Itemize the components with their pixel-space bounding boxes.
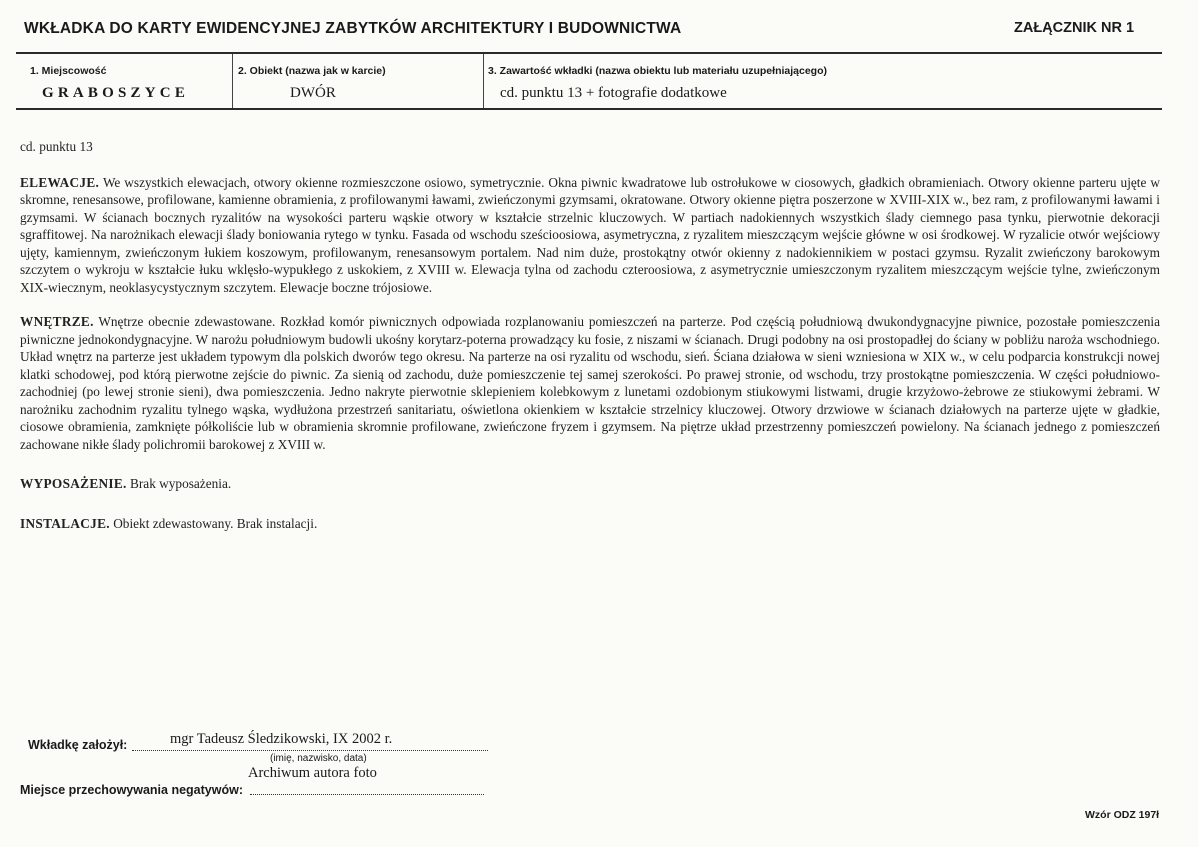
creator-value: mgr Tadeusz Śledzikowski, IX 2002 r. xyxy=(170,731,393,747)
description-body xyxy=(20,138,1160,532)
field-divider-2 xyxy=(483,54,484,109)
section-text: We wszystkich elewacjach, otwory okienne rozmieszczone osiowo, symetrycznie. Okna piwnic kwadratowe lub ostrołukowe w ciosowych, gładkich obramieniach. Otwory okienne parteru ujęte w skromne, renesansowe, profilowane, kamienne obramienia, z profilowanymi ławami, zwieńczonymi gzymsami, okratowane. Otwory okienne piętra poszerzone w XVIII-XIX w., bez ram, z profilowanymi ławami i gzymsami. W ścianach bocznych ryzalitów na wysokości parteru wąskie otwory w kształcie strzelnic kluczowych. W partiach nadokiennych wszystkich ślady ciemnego pasa tynku, pierwotnie dekoracji sgraffitowej. Na narożnikach elewacji ślady boniowania rytego w tynku. Fasada od wschodu sześcioosiowa, asymetryczna, z ryzalitem mieszczącym wejście główne w osi środkowej. W ryzalicie otwór wejściowy ujęty, kamiennym, zwieńczonym łukiem koszowym, profilowanym, renesansowym portalem. Nad nim duże, prostokątny otwór okienny z nadokiennikiem w postaci gzymsu. Ryzalit zwieńczony barokowym szczytem o wykroju w kształcie łuku wklęsło-wypukłego z uskokiem, z XVIII w. Elewacja tylna od zachodu czteroosiowa, z asymetrycznie umieszczonym ryzalitem mieszczącym wejście tylne, zwieńczonym XIX-wiecznym, neoklasycystycznym szczytem. Elewacje boczne trójosiowe. xyxy=(20,174,1160,295)
annex-number: ZAŁĄCZNIK NR 1 xyxy=(1014,20,1135,36)
section-text: Wnętrze obecnie zdewastowane. Rozkład komór piwnicznych odpowiada rozplanowaniu pomieszczeń na parterze. Pod częścią południową dwukondygnacyjne piwnice, pozostałe pomieszczenia piwniczne jednokondygnacyjne. W narożu południowym budowli ukośny korytarz-poterna prowadzący ku fosie, z niszami w ścianach. Drugi podobny na osi prostopadłej do ściany w pobliżu naroża wschodniego. Układ wnętrz na parterze jest układem typowym dla polskich dworów tego okresu. Na parterze na osi ryzalitu od wschodu, sień. Ściana działowa w sieni wzniesiona w XIX w., w celu podparcia konstrukcji nowej klatki schodowej, pod którą pierwotne zejście do piwnic. Za sienią od zachodu, duże pomieszczenie tej samej szerokości. Po prawej stronie, od wschodu, trzy prostokątne pomieszczenia. W części południowo-zachodniej (po lewej stronie sieni), dwa pomieszczenia. Jedno nakryte pierwotnie sklepieniem kolebkowym z lunetami ozdobionym stiukowymi listwami, drugie krzyżowo-żebrowe ze stiukowymi żebrami. W narożniku zachodnim ryzalitu tylnego wąska, wydłużona przestrzeń sanitariatu, oświetlona okienkiem w kształcie strzelnicy kluczowej. Otwory drzwiowe w ścianach działowych na parterze ujęte w gładkie, ciosowe obramienia, zamknięte półkoliście lub w obramienia skromnie profilowane, zwieńczone fryzem i gzymsem. Na piętrze układ przestrzenny pomieszczeń powielony. Na ścianach jednego z pomieszczeń zachowane nikłe ślady polichromii barokowej z XVIII w. xyxy=(20,314,1160,452)
section-heading: INSTALACJE. xyxy=(20,515,110,531)
section-heading: ELEWACJE. xyxy=(20,174,100,190)
content-label: 3. Zawartość wkładki (nazwa obiektu lub materiału uzupełniającego) xyxy=(488,65,827,77)
content-value: cd. punktu 13 + fotografie dodatkowe xyxy=(500,85,727,101)
header-bottom-rule xyxy=(16,108,1162,110)
section-furnishings xyxy=(20,475,1160,493)
section-text: Brak wyposażenia. xyxy=(130,476,232,491)
locality-label: 1. Miejscowość xyxy=(30,65,107,77)
continuation-note: cd. punktu 13 xyxy=(20,139,93,154)
section-heading: WNĘTRZE. xyxy=(20,314,94,329)
negatives-label: Miejsce przechowywania negatywów: xyxy=(20,783,243,797)
creator-dotted-line xyxy=(132,750,488,751)
form-template-id: Wzór ODZ 197ł xyxy=(1085,809,1160,821)
section-heading: WYPOSAŻENIE. xyxy=(20,476,127,491)
object-label: 2. Obiekt (nazwa jak w karcie) xyxy=(238,65,386,77)
object-value: DWÓR xyxy=(290,85,336,101)
creator-label: Wkładkę założył: xyxy=(28,738,128,752)
section-text: Obiekt zdewastowany. Brak instalacji. xyxy=(113,515,318,531)
creator-hint: (imię, nazwisko, data) xyxy=(270,753,367,764)
negatives-dotted-line xyxy=(250,794,484,795)
locality-value: GRABOSZYCE xyxy=(42,85,190,101)
section-installations xyxy=(20,515,1160,533)
form-title: WKŁADKA DO KARTY EWIDENCYJNEJ ZABYTKÓW ARCHITEKTURY I BUDOWNICTWA xyxy=(24,20,682,37)
header-top-rule xyxy=(16,52,1162,54)
negatives-value: Archiwum autora foto xyxy=(248,765,377,781)
section-elevations xyxy=(20,174,1160,297)
section-interior xyxy=(20,313,1160,453)
field-divider-1 xyxy=(232,54,233,109)
